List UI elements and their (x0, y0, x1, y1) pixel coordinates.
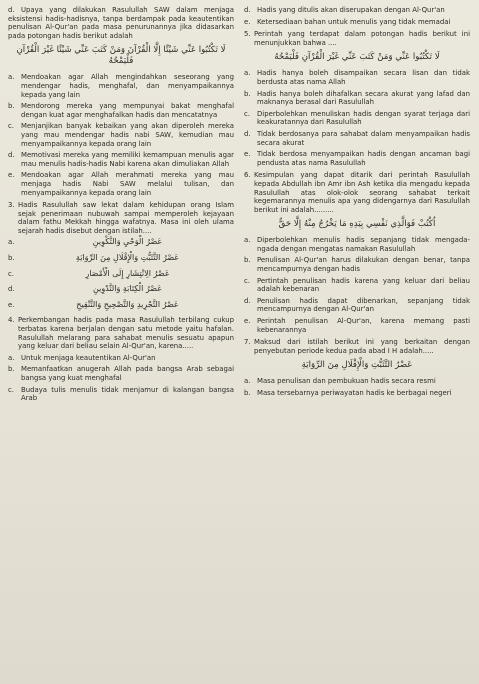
question-text: Kesimpulan yang dapat ditarik dari perintah Rasulullah kepada Abdullah ibn Amr ibn Ash ketika dia mengadu kepada Rasulullah atas olok-olok seorang sahabat terkait kegemarannya menulis apa yang didengarnya dari Rasulullah berikut ini adalah......... (254, 171, 470, 214)
right-column (244, 6, 470, 401)
option-text: Diperbolehkan menuliskan hadis dengan syarat terjaga dari keakuratannya dari Rasulullah (257, 109, 470, 127)
option-label: b. (244, 389, 251, 397)
question-3-options (8, 238, 234, 309)
question-4 (8, 316, 234, 350)
arabic-hadith-3: اُكْتُبْ فَوَالَّذِي نَفْسِي بِيَدِهِ مَا يَخْرُجُ مِنْهُ إِلَّا حَقٌّ (278, 219, 436, 230)
question-text: Perintah yang terdapat dalam potongan hadis berikut ini menunjukkan bahwa .... (254, 30, 470, 47)
option-b (244, 256, 470, 273)
option-text: عَصْرُ التَّثَبُّتِ وَالْإِقْلَالِ مِنَ الرِّوَايَةِ (75, 253, 180, 263)
option-text: Masa penulisan dan pembukuan hadis secara resmi (257, 377, 436, 386)
option-c (244, 277, 470, 294)
option-label: e. (244, 317, 251, 326)
question-number: 6. (244, 171, 251, 180)
option-text: Penulisan Al-Qur'an harus dilakukan dengan benar, tanpa mencampurnya dengan hadis (257, 256, 470, 274)
option-text: Diperbolehkan menulis hadis sepanjang tidak mengada-ngada dengan mengatas namakan Rasulullah (257, 236, 470, 253)
option-label: e. (8, 171, 15, 180)
option-text: Tidak berdosa menyampaikan hadis dengan ancaman bagi pendusta atas nama Rasulullah (257, 150, 470, 167)
option-c (8, 386, 234, 403)
option-label: b. (244, 89, 251, 98)
option-c (244, 110, 470, 127)
option-a (8, 73, 234, 99)
option-text: Ketersediaan bahan untuk menulis yang tidak memadai (257, 17, 451, 26)
option-e (244, 18, 470, 27)
question-6 (244, 171, 470, 214)
question-text: Perkembangan hadis pada masa Rasulullah terbilang cukup terbatas karena berjalan dengan satu metode yaitu hafalan. Rasulullah melarang para sahabat menulis sesuatu apapun yang keluar dari beliau selain Al-Qur'an, karena..... (18, 316, 234, 351)
option-text: Menjanjikan banyak kebaikan yang akan diperoleh mereka yang mau mendengar hadis nabi SAW, kemudian mau menyampaikannya kepada orang lain (21, 122, 234, 148)
option-label: b. (8, 254, 15, 263)
option-text: Memotivasi mereka yang memiliki kemampuan menulis agar mau menulis hadis-hadis Nabi karena akan dimuliakan Allah (21, 151, 234, 168)
question-options-list (8, 73, 234, 197)
question-number: 7. (244, 338, 251, 347)
option-e (244, 317, 470, 334)
question-7-options (244, 377, 470, 397)
option-label: e. (244, 17, 251, 26)
question-4-options (8, 354, 234, 403)
question-number: 4. (8, 316, 15, 325)
option-label: d. (244, 6, 251, 14)
option-text: عَصْرُ التَّجْرِيدِ وَالتَّصْحِيحِ وَالتَّنْقِيحِ (76, 299, 179, 309)
question-3 (8, 201, 234, 235)
option-c (8, 122, 234, 148)
question-4-options-continued (244, 6, 470, 26)
option-text: عَصْرُ الْكِتَابَةِ وَالتَّدْوِينِ (93, 284, 162, 294)
option-label: a. (244, 69, 251, 78)
option-text: Perintah penulisan Al-Qur'an, karena memang pasti kebenarannya (257, 317, 470, 334)
option-b (244, 90, 470, 107)
question-number: 3. (8, 201, 15, 210)
option-label: d. (244, 129, 251, 138)
option-text: Mendoakan agar Allah merahmati mereka yang mau menjaga hadis Nabi SAW melalui tulisan, dan menyampaikannya kepada orang lain (21, 171, 234, 197)
option-b (8, 254, 234, 263)
arabic-hadith-2: لَا تَكْتُبُوا عَنِّي وَمَنْ كَتَبَ عَنِّي غَيْرَ الْقُرْآنِ فَلْيَمْحُهُ (274, 52, 440, 63)
option-label: d. (8, 151, 15, 160)
option-d (244, 297, 470, 314)
option-c (8, 270, 234, 279)
option-label: a. (8, 353, 15, 362)
option-a (8, 238, 234, 247)
option-text: d. Upaya yang dilakukan Rasulullah SAW dalam menjaga eksistensi hadis-hadisnya, tanpa berdampak pada keautentikan penulisan Al-Qur'an pada masa penurunannya jika didasarkan pada potongan hadis berikut adalah (8, 6, 234, 40)
option-text: Penulisan hadis dapat dibenarkan, sepanjang tidak mencampurnya dengan Al-Qur'an (257, 296, 470, 314)
arabic-hadith-1: لَا تَكْتُبُوا عَنِّي شَيْئًا إِلَّا الْقُرْآنَ وَمَنْ كَتَبَ عَنِّي شَيْئًا غَيْرَ الْقُرْآنِ فَلْيَمْحُهُ (16, 45, 226, 67)
question-number: 5. (244, 30, 251, 39)
option-text: Untuk menjaga keautentikan Al-Qur'an (21, 353, 156, 362)
option-text: Tidak berdosanya para sahabat dalam menyampaikan hadis secara akurat (257, 129, 470, 147)
option-text: Hadis hanya boleh disampaikan secara lisan dan tidak berdusta atas nama Allah (257, 69, 470, 86)
question-5 (244, 30, 470, 47)
option-label: b. (244, 256, 251, 265)
option-label: b. (8, 102, 15, 111)
option-b (8, 102, 234, 119)
option-label: a. (8, 73, 15, 82)
option-label: a. (8, 238, 15, 247)
question-5-options (244, 69, 470, 167)
option-label: c. (244, 109, 250, 118)
option-e (8, 301, 234, 310)
option-a (244, 69, 470, 86)
option-text: Mendorong mereka yang mempunyai bakat menghafal dengan kuat agar menghafalkan hadis dan mencatatnya (21, 102, 234, 119)
option-label: a. (244, 377, 251, 386)
option-e (8, 171, 234, 197)
option-label: c. (244, 276, 250, 285)
option-text: Masa tersebarnya periwayatan hadis ke berbagai negeri (257, 389, 452, 397)
option-b (244, 389, 470, 398)
question-7 (244, 338, 470, 355)
left-column (8, 6, 234, 406)
option-text: Memanfaatkan anugerah Allah pada bangsa Arab sebagai bangsa yang kuat menghafal (21, 365, 234, 382)
option-text: عَصْرُ الْوَحْيِ وَالتَّكْوِينِ (92, 237, 163, 247)
option-label: c. (8, 385, 14, 394)
question-6-options (244, 236, 470, 334)
option-text: Hadis yang ditulis akan diserupakan dengan Al-Qur'an (257, 6, 445, 14)
question-2-option-d (8, 6, 234, 40)
option-b (8, 365, 234, 382)
option-text: Mendoakan agar Allah mengindahkan seseorang yang mendengar hadis, menghafal, dan menyampaikannya kepada yang lain (21, 73, 234, 99)
option-label: c. (8, 122, 14, 131)
option-text: Pertintah penulisan hadis karena yang keluar dari beliau adalah kebenaran (257, 276, 470, 294)
arabic-term: عَصْرُ التَّثَبُّتِ وَالْإِقْلَالِ مِنَ الرِّوَايَةِ (301, 360, 413, 371)
question-text: Hadis Rasulullah saw lekat dalam kehidupan orang Islam sejak penerimaan nubuwah sampai memperoleh kejayaan dalam fathu Mekkah hingga wafatnya. Masa ini oleh ulama sejarah hadis disebut dengan istilah.... (18, 201, 234, 235)
option-a (244, 236, 470, 253)
option-label: c. (8, 269, 14, 278)
option-label: a. (244, 236, 251, 245)
option-d (244, 130, 470, 147)
option-d (8, 151, 234, 168)
option-e (244, 150, 470, 167)
option-label: d. (244, 296, 251, 305)
option-d (8, 285, 234, 294)
option-d (244, 6, 470, 15)
question-text: Maksud dari istilah berikut ini yang berkaitan dengan penyebutan periode kedua pada abad I H adalah..... (254, 338, 470, 355)
option-label: d. (8, 285, 15, 294)
option-label: e. (8, 300, 15, 309)
option-a (244, 377, 470, 386)
option-text: Hadis hanya boleh dihafalkan secara akurat yang lafad dan maknanya berasal dari Rasulullah (257, 89, 470, 107)
option-text: عَصْرُ الِانْتِشَارِ إِلَى الْأَمْصَارِ (85, 268, 170, 278)
option-label: b. (8, 365, 15, 374)
option-label: e. (244, 150, 251, 159)
option-text: Budaya tulis menulis tidak menjamur di kalangan bangsa Arab (21, 385, 234, 403)
option-a (8, 354, 234, 363)
